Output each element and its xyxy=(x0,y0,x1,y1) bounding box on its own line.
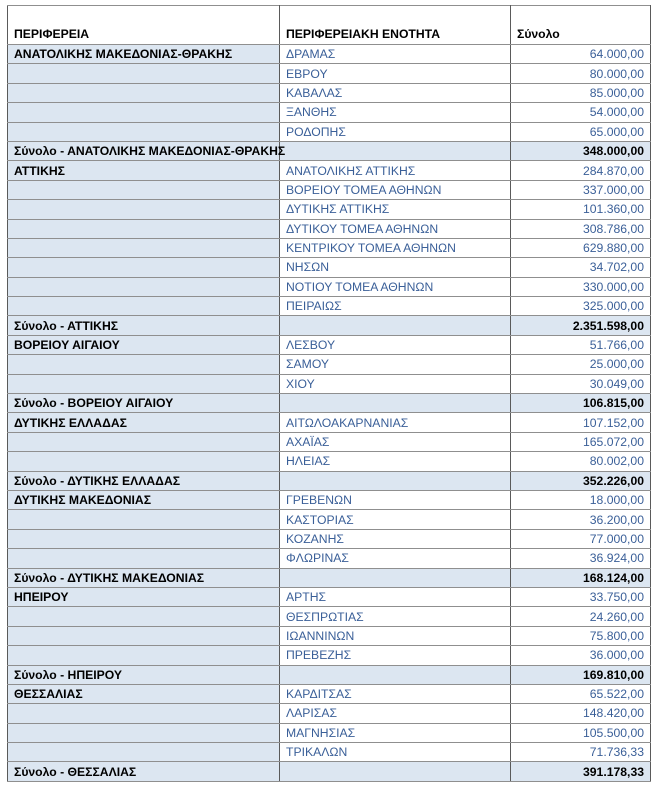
regional-unit-cell: ΑΝΑΤΟΛΙΚΗΣ ΑΤΤΙΚΗΣ xyxy=(280,161,511,180)
amount-cell: 85.000,00 xyxy=(511,83,651,102)
amount-cell: 36.200,00 xyxy=(511,510,651,529)
regional-unit-cell: ΝΟΤΙΟΥ ΤΟΜΕΑ ΑΘΗΝΩΝ xyxy=(280,277,511,296)
regional-unit-cell: ΝΗΣΩΝ xyxy=(280,258,511,277)
header-total: Σύνολο xyxy=(511,6,651,45)
subtotal-blank-cell xyxy=(280,665,511,684)
subtotal-amount: 391.178,33 xyxy=(511,762,651,781)
subtotal-label: Σύνολο - ΔΥΤΙΚΗΣ ΜΑΚΕΔΟΝΙΑΣ xyxy=(8,568,280,587)
amount-cell: 18.000,00 xyxy=(511,490,651,509)
table-row xyxy=(8,529,651,548)
table-row xyxy=(8,64,651,83)
table-row xyxy=(8,277,651,296)
table-row xyxy=(8,83,651,102)
subtotal-amount: 2.351.598,00 xyxy=(511,316,651,335)
subtotal-label: Σύνολο - ΒΟΡΕΙΟΥ ΑΙΓΑΙΟΥ xyxy=(8,394,280,413)
subtotal-blank-cell xyxy=(280,471,511,490)
regional-unit-cell: ΔΡΑΜΑΣ xyxy=(280,45,511,64)
amount-cell: 75.800,00 xyxy=(511,626,651,645)
table-row xyxy=(8,413,651,432)
table-row xyxy=(8,45,651,64)
subtotal-label: Σύνολο - ΘΕΣΣΑΛΙΑΣ xyxy=(8,762,280,781)
amount-cell: 51.766,00 xyxy=(511,335,651,354)
amount-cell: 80.002,00 xyxy=(511,452,651,471)
amount-cell: 24.260,00 xyxy=(511,607,651,626)
table-row xyxy=(8,219,651,238)
table-row xyxy=(8,335,651,354)
region-cell xyxy=(8,704,280,723)
region-cell: ΔΥΤΙΚΗΣ ΜΑΚΕΔΟΝΙΑΣ xyxy=(8,490,280,509)
amount-cell: 65.522,00 xyxy=(511,684,651,703)
subtotal-blank-cell xyxy=(280,762,511,781)
region-cell xyxy=(8,200,280,219)
subtotal-amount: 169.810,00 xyxy=(511,665,651,684)
header-row xyxy=(8,6,651,45)
amount-cell: 77.000,00 xyxy=(511,529,651,548)
subtotal-amount: 348.000,00 xyxy=(511,141,651,160)
amount-cell: 33.750,00 xyxy=(511,587,651,606)
regional-unit-cell: ΚΑΒΑΛΑΣ xyxy=(280,83,511,102)
region-cell xyxy=(8,743,280,762)
table-row xyxy=(8,587,651,606)
table-row xyxy=(8,161,651,180)
table-row xyxy=(8,704,651,723)
table-row xyxy=(8,122,651,141)
subtotal-blank-cell xyxy=(280,568,511,587)
regional-unit-cell: ΣΑΜΟΥ xyxy=(280,355,511,374)
regional-unit-cell: ΚΑΡΔΙΤΣΑΣ xyxy=(280,684,511,703)
region-cell xyxy=(8,180,280,199)
amount-cell: 71.736,33 xyxy=(511,743,651,762)
amount-cell: 330.000,00 xyxy=(511,277,651,296)
regional-unit-cell: ΚΟΖΑΝΗΣ xyxy=(280,529,511,548)
table-row xyxy=(8,490,651,509)
region-cell xyxy=(8,607,280,626)
subtotal-row xyxy=(8,762,651,781)
subtotal-label: Σύνολο - ΗΠΕΙΡΟΥ xyxy=(8,665,280,684)
regional-unit-cell: ΠΕΙΡΑΙΩΣ xyxy=(280,297,511,316)
table-row xyxy=(8,258,651,277)
budget-table xyxy=(7,5,651,782)
subtotal-amount: 352.226,00 xyxy=(511,471,651,490)
subtotal-blank-cell xyxy=(280,141,511,160)
subtotal-row xyxy=(8,141,651,160)
region-cell xyxy=(8,355,280,374)
subtotal-row xyxy=(8,316,651,335)
table-row xyxy=(8,743,651,762)
regional-unit-cell: ΑΧΑΪΑΣ xyxy=(280,432,511,451)
regional-unit-cell: ΓΡΕΒΕΝΩΝ xyxy=(280,490,511,509)
region-cell xyxy=(8,277,280,296)
region-cell xyxy=(8,238,280,257)
region-cell xyxy=(8,374,280,393)
table-row xyxy=(8,723,651,742)
table-row xyxy=(8,297,651,316)
table-row xyxy=(8,200,651,219)
region-cell: ΒΟΡΕΙΟΥ ΑΙΓΑΙΟΥ xyxy=(8,335,280,354)
subtotal-row xyxy=(8,394,651,413)
region-cell xyxy=(8,432,280,451)
table-row xyxy=(8,432,651,451)
region-cell xyxy=(8,83,280,102)
region-cell xyxy=(8,529,280,548)
region-cell: ΘΕΣΣΑΛΙΑΣ xyxy=(8,684,280,703)
region-cell: ΑΤΤΙΚΗΣ xyxy=(8,161,280,180)
subtotal-row xyxy=(8,568,651,587)
regional-unit-cell: ΛΕΣΒΟΥ xyxy=(280,335,511,354)
table-row xyxy=(8,549,651,568)
amount-cell: 165.072,00 xyxy=(511,432,651,451)
amount-cell: 36.000,00 xyxy=(511,646,651,665)
subtotal-label: Σύνολο - ΑΤΤΙΚΗΣ xyxy=(8,316,280,335)
region-cell xyxy=(8,510,280,529)
region-cell: ΗΠΕΙΡΟΥ xyxy=(8,587,280,606)
regional-unit-cell: ΙΩΑΝΝΙΝΩΝ xyxy=(280,626,511,645)
subtotal-amount: 168.124,00 xyxy=(511,568,651,587)
amount-cell: 337.000,00 xyxy=(511,180,651,199)
table-row xyxy=(8,646,651,665)
table-row xyxy=(8,607,651,626)
subtotal-label: Σύνολο - ΑΝΑΤΟΛΙΚΗΣ ΜΑΚΕΔΟΝΙΑΣ-ΘΡΑΚΗΣ xyxy=(8,141,280,160)
region-cell xyxy=(8,258,280,277)
regional-unit-cell: ΧΙΟΥ xyxy=(280,374,511,393)
subtotal-amount: 106.815,00 xyxy=(511,394,651,413)
regional-unit-cell: ΔΥΤΙΚΗΣ ΑΤΤΙΚΗΣ xyxy=(280,200,511,219)
regional-unit-cell: ΠΡΕΒΕΖΗΣ xyxy=(280,646,511,665)
table-row xyxy=(8,355,651,374)
amount-cell: 101.360,00 xyxy=(511,200,651,219)
table-row xyxy=(8,374,651,393)
table-row xyxy=(8,103,651,122)
regional-unit-cell: ΚΑΣΤΟΡΙΑΣ xyxy=(280,510,511,529)
subtotal-row xyxy=(8,471,651,490)
region-cell xyxy=(8,626,280,645)
amount-cell: 65.000,00 xyxy=(511,122,651,141)
regional-unit-cell: ΘΕΣΠΡΩΤΙΑΣ xyxy=(280,607,511,626)
regional-unit-cell: ΑΙΤΩΛΟΑΚΑΡΝΑΝΙΑΣ xyxy=(280,413,511,432)
amount-cell: 30.049,00 xyxy=(511,374,651,393)
amount-cell: 107.152,00 xyxy=(511,413,651,432)
table-row xyxy=(8,452,651,471)
regional-unit-cell: ΒΟΡΕΙΟΥ ΤΟΜΕΑ ΑΘΗΝΩΝ xyxy=(280,180,511,199)
amount-cell: 36.924,00 xyxy=(511,549,651,568)
region-cell xyxy=(8,219,280,238)
amount-cell: 308.786,00 xyxy=(511,219,651,238)
amount-cell: 148.420,00 xyxy=(511,704,651,723)
regional-unit-cell: ΗΛΕΙΑΣ xyxy=(280,452,511,471)
table-row xyxy=(8,510,651,529)
region-cell xyxy=(8,452,280,471)
regional-unit-cell: ΕΒΡΟΥ xyxy=(280,64,511,83)
table-body xyxy=(8,45,651,782)
table-row xyxy=(8,180,651,199)
amount-cell: 54.000,00 xyxy=(511,103,651,122)
subtotal-row xyxy=(8,665,651,684)
amount-cell: 105.500,00 xyxy=(511,723,651,742)
amount-cell: 284.870,00 xyxy=(511,161,651,180)
amount-cell: 80.000,00 xyxy=(511,64,651,83)
region-cell xyxy=(8,549,280,568)
amount-cell: 629.880,00 xyxy=(511,238,651,257)
regional-unit-cell: ΤΡΙΚΑΛΩΝ xyxy=(280,743,511,762)
regional-unit-cell: ΦΛΩΡΙΝΑΣ xyxy=(280,549,511,568)
header-region: ΠΕΡΙΦΕΡΕΙΑ xyxy=(8,6,280,45)
regional-unit-cell: ΚΕΝΤΡΙΚΟΥ ΤΟΜΕΑ ΑΘΗΝΩΝ xyxy=(280,238,511,257)
table-row xyxy=(8,684,651,703)
amount-cell: 25.000,00 xyxy=(511,355,651,374)
table-row xyxy=(8,238,651,257)
region-cell: ΔΥΤΙΚΗΣ ΕΛΛΑΔΑΣ xyxy=(8,413,280,432)
amount-cell: 64.000,00 xyxy=(511,45,651,64)
regional-unit-cell: ΛΑΡΙΣΑΣ xyxy=(280,704,511,723)
region-cell xyxy=(8,103,280,122)
table-row xyxy=(8,626,651,645)
amount-cell: 325.000,00 xyxy=(511,297,651,316)
region-cell xyxy=(8,646,280,665)
regional-unit-cell: ΡΟΔΟΠΗΣ xyxy=(280,122,511,141)
regional-unit-cell: ΞΑΝΘΗΣ xyxy=(280,103,511,122)
region-cell xyxy=(8,723,280,742)
subtotal-blank-cell xyxy=(280,316,511,335)
regional-unit-cell: ΑΡΤΗΣ xyxy=(280,587,511,606)
region-cell xyxy=(8,122,280,141)
region-cell xyxy=(8,297,280,316)
header-regional-unit: ΠΕΡΙΦΕΡΕΙΑΚΗ ΕΝΟΤΗΤΑ xyxy=(280,6,511,45)
regional-unit-cell: ΜΑΓΝΗΣΙΑΣ xyxy=(280,723,511,742)
region-cell xyxy=(8,64,280,83)
subtotal-blank-cell xyxy=(280,394,511,413)
subtotal-label: Σύνολο - ΔΥΤΙΚΗΣ ΕΛΛΑΔΑΣ xyxy=(8,471,280,490)
amount-cell: 34.702,00 xyxy=(511,258,651,277)
region-cell: ΑΝΑΤΟΛΙΚΗΣ ΜΑΚΕΔΟΝΙΑΣ-ΘΡΑΚΗΣ xyxy=(8,45,280,64)
regional-unit-cell: ΔΥΤΙΚΟΥ ΤΟΜΕΑ ΑΘΗΝΩΝ xyxy=(280,219,511,238)
